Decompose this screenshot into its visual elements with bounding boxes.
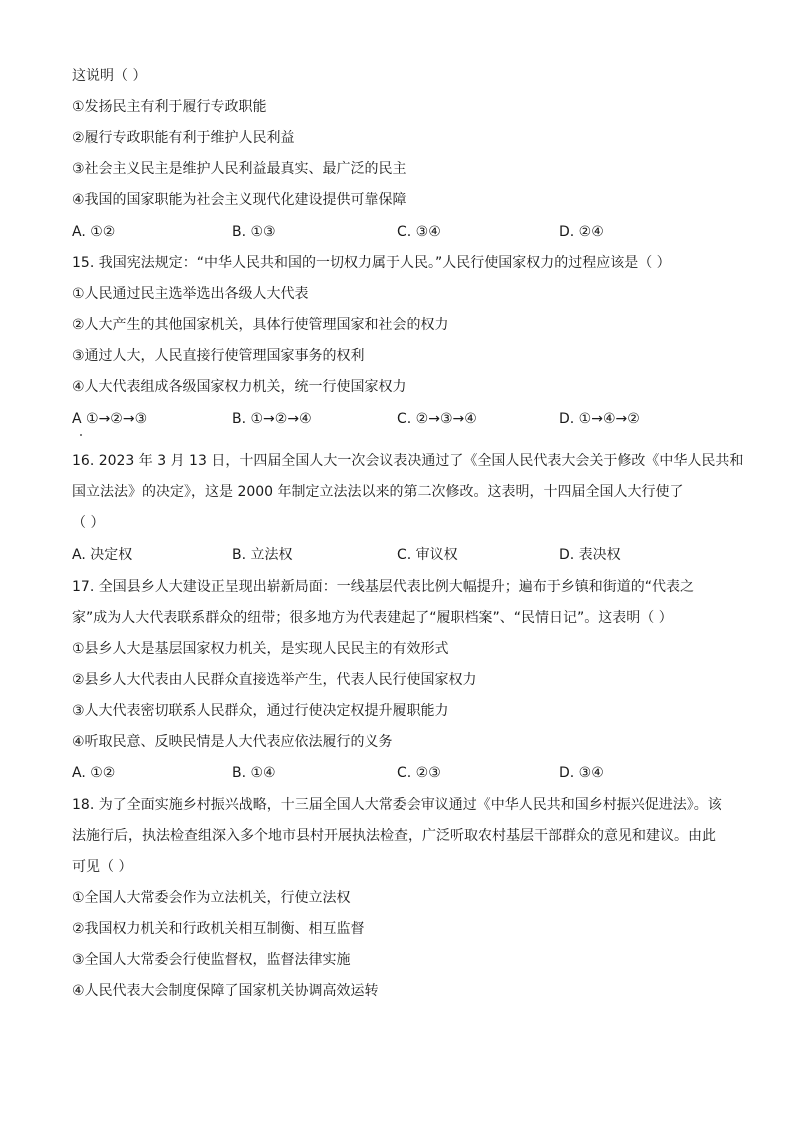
q17-options — [72, 763, 732, 783]
q16-option-d: D. 表决权 — [559, 547, 621, 563]
q17-stem-line-1: 17. 全国县乡人大建设正呈现出崭新局面：一线基层代表比例大幅提升；遍布于乡镇和街道的“代表之 — [72, 579, 694, 595]
q15-item-4: ④人大代表组成各级国家权力机关，统一行使国家权力 — [72, 379, 407, 395]
q16-stem-line-3: （ ） — [72, 515, 105, 531]
q14-item-1: ①发扬民主有利于履行专政职能 — [72, 99, 267, 115]
q15-option-c: C. ②→③→④ — [397, 411, 477, 427]
q17-item-2: ②县乡人大代表由人民群众直接选举产生，代表人民行使国家权力 — [72, 672, 477, 688]
q16-stem-line-2: 国立法法》的决定》，这是 2000 年制定立法法以来的第二次修改。这表明，十四届全国人大行使了 — [72, 484, 684, 500]
q16-option-c: C. 审议权 — [397, 547, 458, 563]
q14-option-b: B. ①③ — [232, 224, 276, 240]
q18-stem-line-3: 可见（ ） — [72, 859, 133, 875]
stray-dot — [80, 434, 82, 436]
q14-item-2: ②履行专政职能有利于维护人民利益 — [72, 130, 295, 146]
q18-item-2: ②我国权力机关和行政机关相互制衡、相互监督 — [72, 921, 365, 937]
q18-stem-line-1: 18. 为了全面实施乡村振兴战略，十三届全国人大常委会审议通过《中华人民共和国乡村振兴促进法》。该 — [72, 797, 722, 813]
q15-item-3: ③通过人大，人民直接行使管理国家事务的权利 — [72, 348, 365, 364]
q17-stem-line-2: 家”成为人大代表联系群众的纽带；很多地方为代表建起了“履职档案”、“民情日记”。这表明（ ） — [72, 610, 673, 626]
q14-item-3: ③社会主义民主是维护人民利益最真实、最广泛的民主 — [72, 161, 407, 177]
q17-item-4: ④听取民意、反映民情是人大代表应依法履行的义务 — [72, 734, 393, 750]
q16-options — [72, 545, 732, 565]
q16-option-a: A. 决定权 — [72, 547, 133, 563]
q15-option-d: D. ①→④→② — [559, 411, 640, 427]
q17-option-b: B. ①④ — [232, 765, 276, 781]
q17-option-a: A. ①② — [72, 765, 116, 781]
q14-stem-tail: 这说明（ ） — [72, 68, 147, 84]
q18-item-4: ④人民代表大会制度保障了国家机关协调高效运转 — [72, 983, 379, 999]
q15-option-b: B. ①→②→④ — [232, 411, 312, 427]
q16-stem-line-1: 16. 2023 年 3 月 13 日，十四届全国人大一次会议表决通过了《全国人民代表大会关于修改《中华人民共和 — [72, 453, 744, 469]
q15-stem: 15. 我国宪法规定：“中华人民共和国的一切权力属于人民。”人民行使国家权力的过程应该是（ ） — [72, 255, 671, 271]
q18-item-1: ①全国人大常委会作为立法机关，行使立法权 — [72, 890, 351, 906]
q14-option-c: C. ③④ — [397, 224, 441, 240]
q15-item-1: ①人民通过民主选举选出各级人大代表 — [72, 286, 309, 302]
q14-item-4: ④我国的国家职能为社会主义现代化建设提供可靠保障 — [72, 192, 407, 208]
q18-item-3: ③全国人大常委会行使监督权，监督法律实施 — [72, 952, 351, 968]
q17-item-3: ③人大代表密切联系人民群众，通过行使决定权提升履职能力 — [72, 703, 449, 719]
q14-option-d: D. ②④ — [559, 224, 604, 240]
q14-option-a: A. ①② — [72, 224, 116, 240]
q17-option-d: D. ③④ — [559, 765, 604, 781]
q15-item-2: ②人大产生的其他国家机关，具体行使管理国家和社会的权力 — [72, 317, 449, 333]
q16-option-b: B. 立法权 — [232, 547, 293, 563]
q14-options — [72, 222, 732, 242]
q17-option-c: C. ②③ — [397, 765, 441, 781]
q15-option-a: A ①→②→③ — [72, 411, 148, 427]
q15-options — [72, 409, 732, 429]
q17-item-1: ①县乡人大是基层国家权力机关，是实现人民民主的有效形式 — [72, 641, 449, 657]
q18-stem-line-2: 法施行后，执法检查组深入多个地市县村开展执法检查，广泛听取农村基层干部群众的意见和建议。由此 — [72, 828, 716, 844]
